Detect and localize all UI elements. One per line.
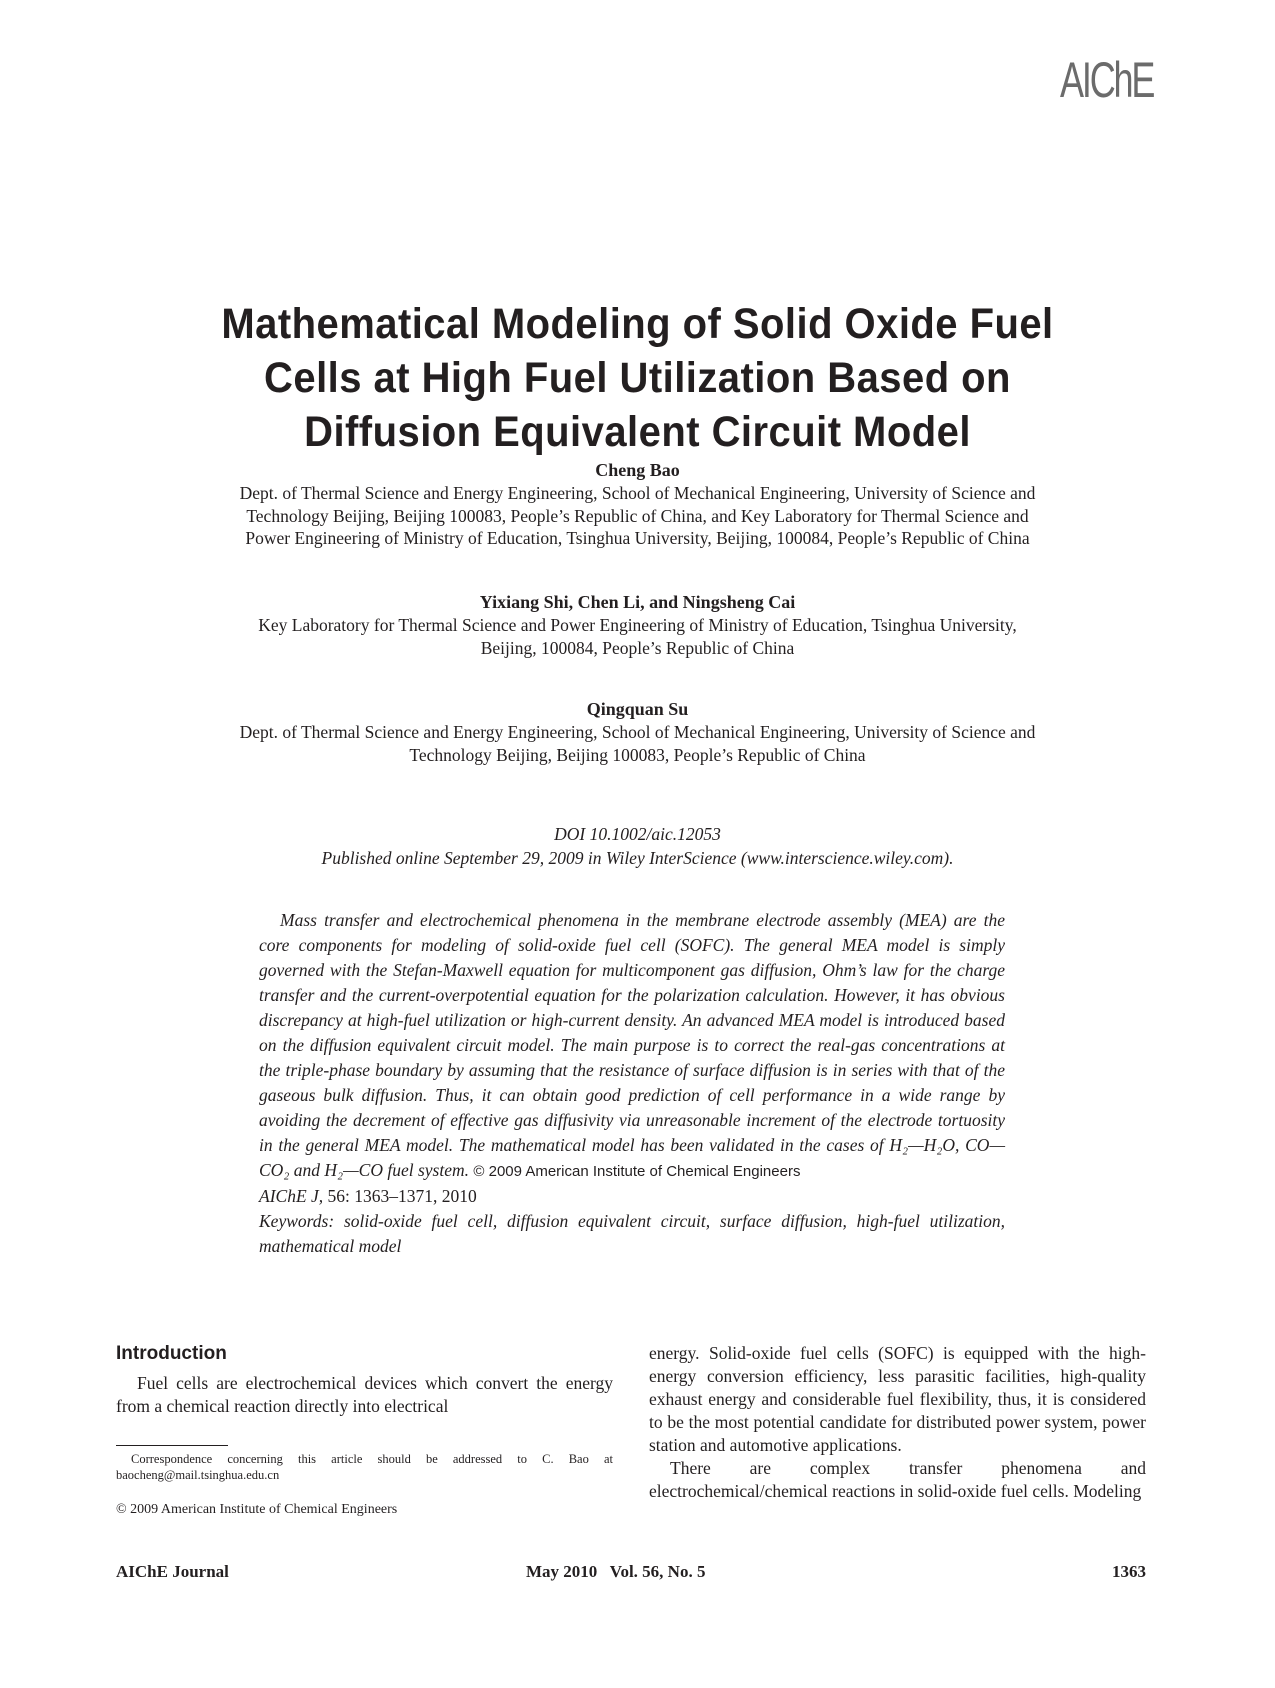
author-block-3	[100, 697, 1175, 766]
affiliation-line: Dept. of Thermal Science and Energy Engineering, School of Mechanical Engineering, University of Science and	[239, 722, 1036, 742]
copyright-notice: © 2009 American Institute of Chemical Engineers	[116, 1502, 398, 1517]
correspondence-footnote	[116, 1451, 613, 1483]
aiche-logo: AIChE	[1060, 52, 1154, 108]
citation-journal: AIChE J,	[259, 1186, 324, 1206]
keywords: Keywords: solid-oxide fuel cell, diffusion equivalent circuit, surface diffusion, high-fuel utilization, mathematical model	[259, 1211, 1005, 1256]
affiliation-line: Beijing, 100084, People’s Republic of China	[480, 637, 795, 658]
footer-issue: May 2010 Vol. 56, No. 5	[526, 1562, 706, 1581]
right-column	[649, 1342, 1146, 1503]
abstract-body: Mass transfer and electrochemical phenomena in the membrane electrode assembly (MEA) are the core components for modeling of solid-oxide fuel cell (SOFC). The general MEA model is simply governed with the Stefan-Maxwell equation for multicomponent gas diffusion, Ohm’s law for the charge transfer and the current-overpotential equation for the polarization calculation. However, it has obvious discrepancy at high-fuel utilization or high-current density. An advanced MEA model is introduced based on the diffusion equivalent circuit model. The main purpose is to correct the real-gas concentrations at the triple-phase boundary by assuming that the resistance of surface diffusion is in series with that of the gaseous bulk diffusion. Thus, it can obtain good prediction of cell performance in a wide range by avoiding the decrement of effective gas diffusivity via unreasonable increment of the electrode tortuosity in the general MEA model. The mathematical model has been validated in the cases of	[259, 910, 1005, 1155]
author-block-1	[100, 458, 1175, 550]
title-line: Mathematical Modeling of Solid Oxide Fuel	[221, 300, 1054, 348]
abstract-text	[259, 908, 1005, 1184]
paper-title	[100, 297, 1175, 459]
affiliation-line: Technology Beijing, Beijing 100083, People’s Republic of China	[409, 744, 866, 765]
paragraph: There are complex transfer phenomena and electrochemical/chemical reactions in solid-oxide fuel cells. Modeling	[649, 1458, 1146, 1501]
paragraph: Fuel cells are electrochemical devices which convert the energy from a chemical reaction directly into electrical	[116, 1373, 613, 1416]
doi: DOI 10.1002/aic.12053	[554, 824, 721, 844]
author-block-2	[100, 590, 1175, 659]
citation-rest: 56: 1363–1371, 2010	[323, 1186, 477, 1206]
journal-citation	[259, 1184, 1005, 1209]
author-name: Yixiang Shi, Chen Li, and Ningsheng Cai	[479, 592, 796, 612]
published-online: Published online September 29, 2009 in Wiley InterScience (www.interscience.wiley.com).	[321, 848, 954, 868]
abstract	[259, 908, 1005, 1259]
footer-journal: AIChE Journal	[116, 1562, 229, 1581]
author-name: Cheng Bao	[595, 460, 680, 480]
page-footer	[116, 1560, 1146, 1584]
affiliation-line: Power Engineering of Ministry of Education, Tsinghua University, Beijing, 100084, People’s Republic of China	[245, 528, 1030, 548]
footnote-divider	[116, 1445, 228, 1446]
left-column	[116, 1342, 613, 1418]
abstract-copyright: © 2009 American Institute of Chemical Engineers	[473, 1163, 801, 1180]
footnote-text: Correspondence concerning this article should be addressed to C. Bao at baocheng@mail.tsinghua.edu.cn	[116, 1452, 613, 1482]
publication-meta	[100, 822, 1175, 870]
page-number: 1363	[1112, 1562, 1146, 1581]
title-line: Diffusion Equivalent Circuit Model	[304, 408, 971, 456]
fuel-systems: H₂—H₂O, CO—CO₂ and H₂—CO fuel system.	[259, 1135, 1006, 1180]
affiliation-line: Key Laboratory for Thermal Science and Power Engineering of Ministry of Education, Tsinghua University,	[258, 615, 1017, 635]
paragraph: energy. Solid-oxide fuel cells (SOFC) is equipped with the high-energy conversion efficiency, less parasitic facilities, high-quality exhaust energy and considerable fuel flexibility, thus, it is considered to be the most potential candidate for distributed power system, power station and automotive applications.	[649, 1343, 1146, 1455]
section-heading-introduction: Introduction	[116, 1343, 227, 1364]
affiliation-line: Dept. of Thermal Science and Energy Engineering, School of Mechanical Engineering, University of Science and	[239, 483, 1036, 503]
author-name: Qingquan Su	[586, 699, 689, 719]
affiliation-line: Technology Beijing, Beijing 100083, People’s Republic of China, and Key Laboratory for Thermal Science and	[246, 505, 1029, 526]
title-line: Cells at High Fuel Utilization Based on	[264, 354, 1011, 402]
